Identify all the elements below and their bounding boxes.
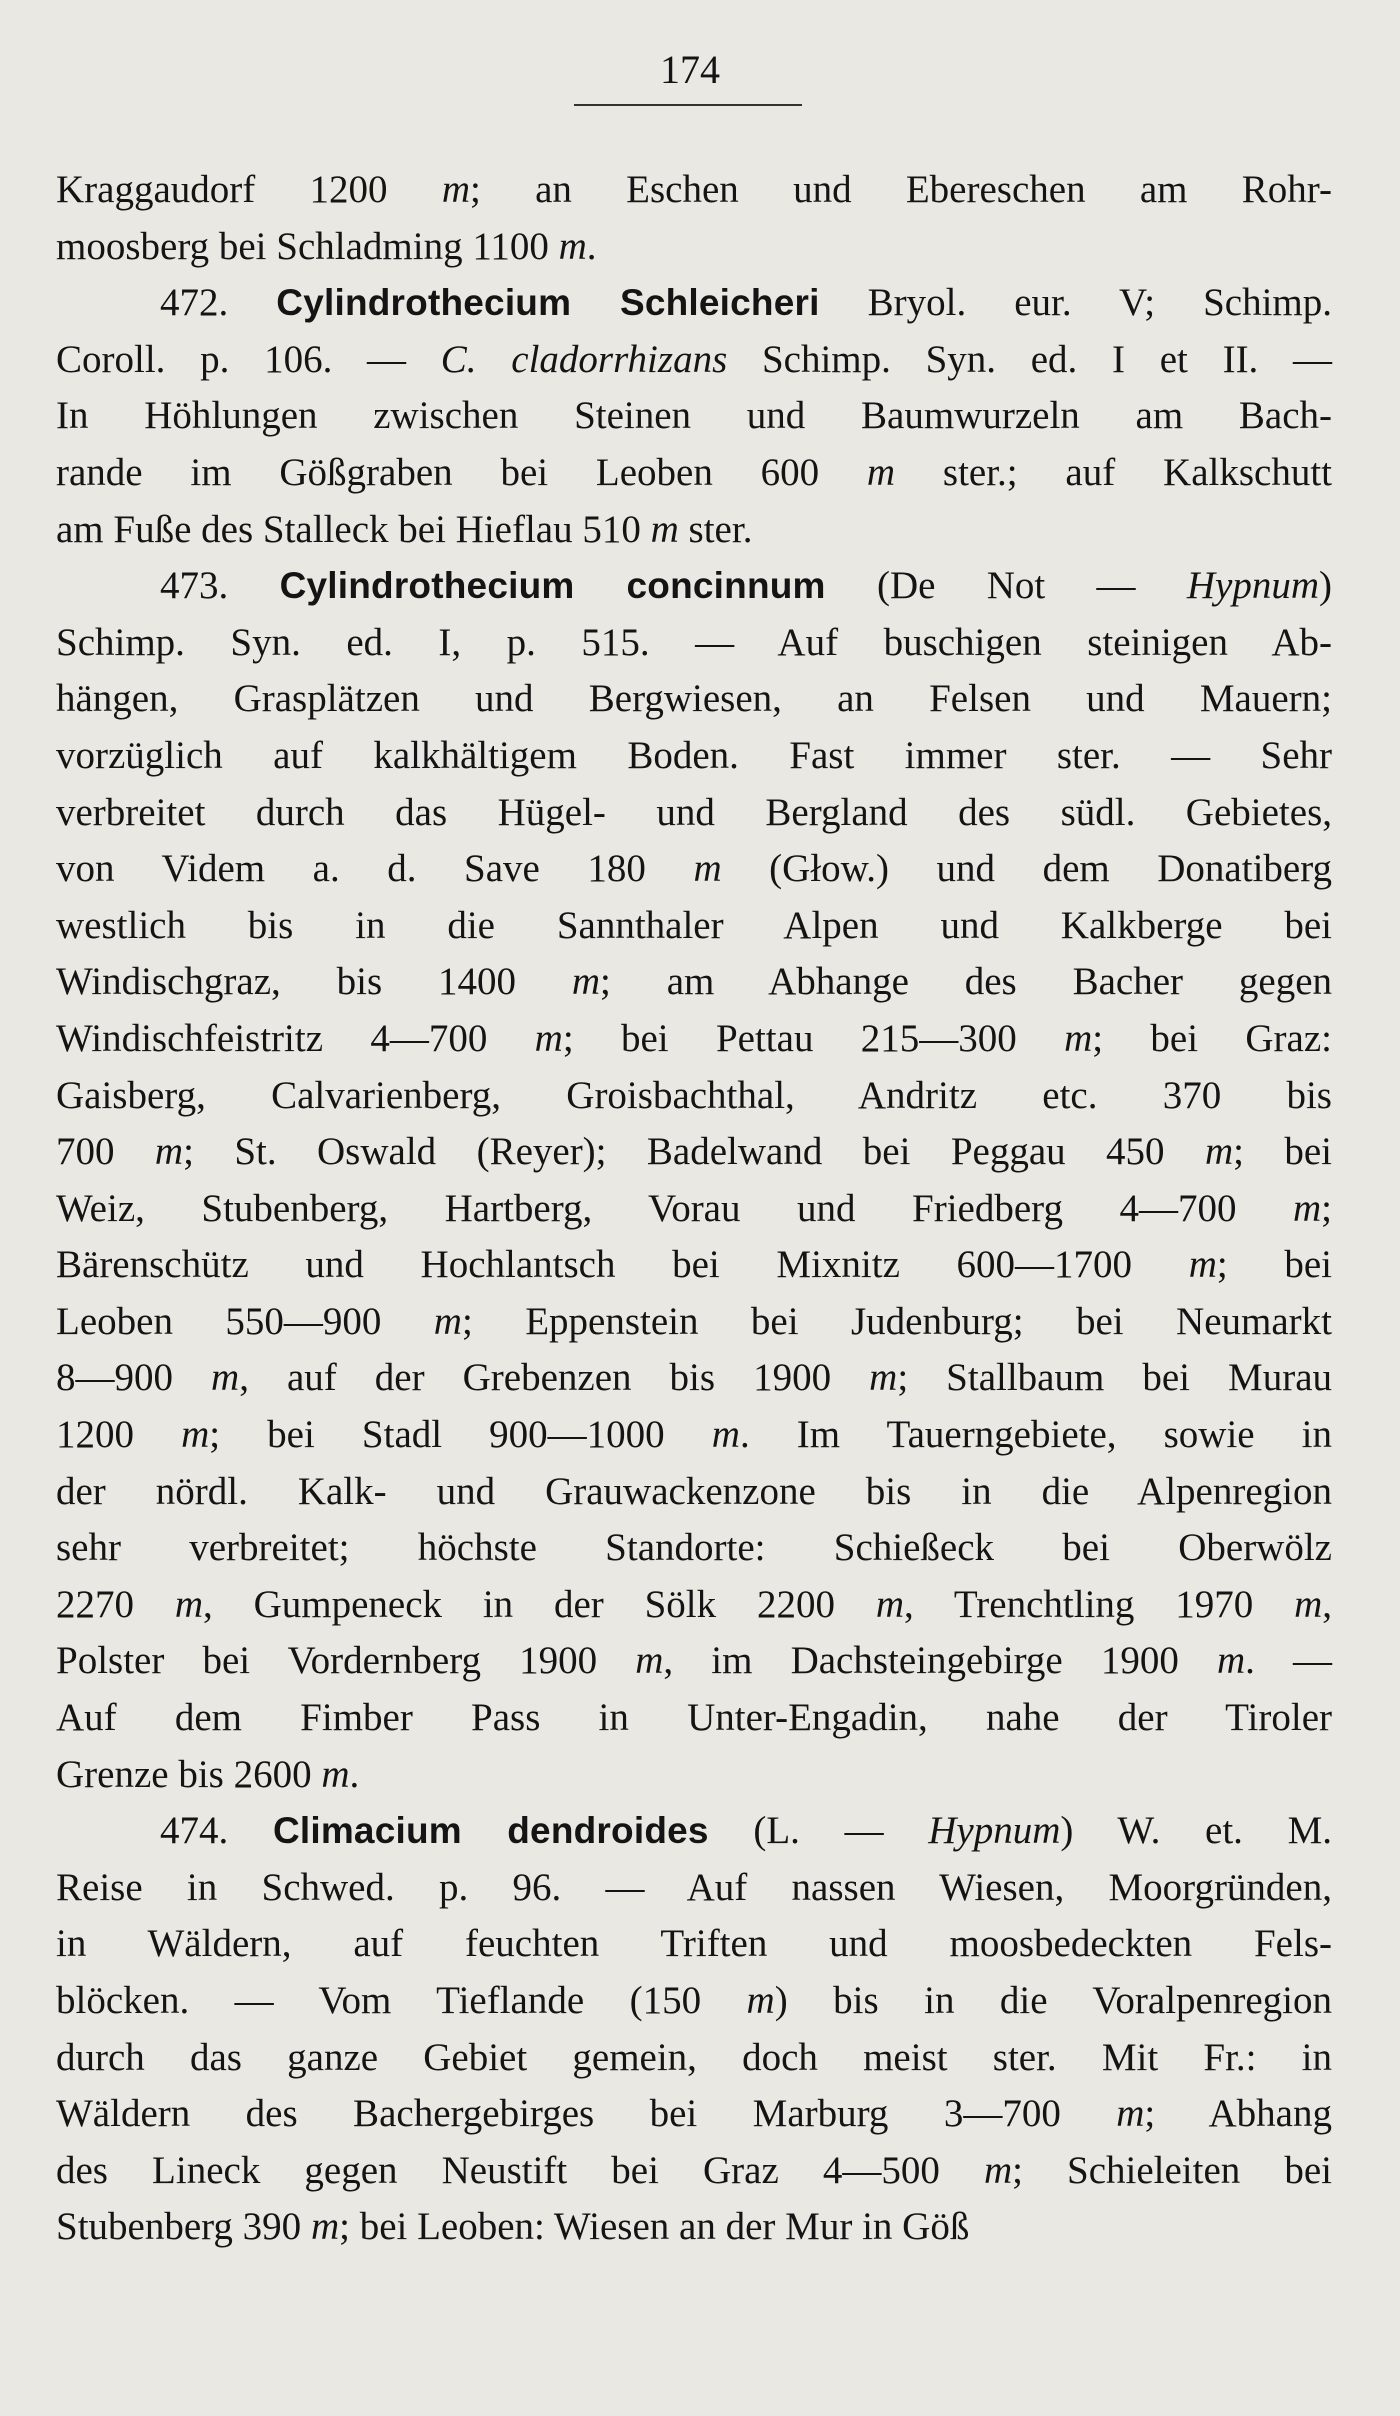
entry-line: Weiz, Stubenberg, Hartberg, Vorau und Friedberg 4—700 m; [56,1186,1332,1230]
species-entry [56,558,1332,1803]
entry-line: 473. Cylindrothecium concinnum (De Not — Hypnum) [160,564,1332,608]
entry-line: westlich bis in die Sannthaler Alpen und Kalkberge bei [56,903,1332,947]
entry-line: Wäldern des Bachergebirges bei Marburg 3—700 m; Abhang [56,2092,1332,2136]
entry-line: 474. Climacium dendroides (L. — Hypnum) W. et. M. [160,1809,1333,1853]
entry-line: Grenze bis 2600 m. [56,1752,360,1796]
species-entry [56,275,1332,558]
entry-line: Reise in Schwed. p. 96. — Auf nassen Wiesen, Moorgründen, [56,1865,1332,1909]
entry-line: rande im Gößgraben bei Leoben 600 m ster.; auf Kalkschutt [56,450,1332,494]
entry-line: Windischfeistritz 4—700 m; bei Pettau 215—300 m; bei Graz: [56,1016,1332,1060]
entry-line: 2270 m, Gumpeneck in der Sölk 2200 m, Trenchtling 1970 m, [56,1582,1332,1626]
entry-line: sehr verbreitet; höchste Standorte: Schießeck bei Oberwölz [56,1526,1332,1570]
entry-line: 8—900 m, auf der Grebenzen bis 1900 m; Stallbaum bei Murau [56,1356,1333,1400]
body-text [56,162,1332,2256]
entry-line: des Lineck gegen Neustift bei Graz 4—500 m; Schieleiten bei [56,2148,1332,2192]
entry-line: Bärenschütz und Hochlantsch bei Mixnitz 600—1700 m; bei [56,1243,1332,1287]
entry-line: In Höhlungen zwischen Steinen und Baumwurzeln am Bach- [56,394,1332,438]
entry-number: 472. [160,281,229,325]
species-name: Cylindrothecium Schleicheri [276,282,820,324]
intro-line: Kraggaudorf 1200 m; an Eschen und Ebereschen am Rohr- [56,168,1332,211]
entry-line: Leoben 550—900 m; Eppenstein bei Judenburg; bei Neumarkt [56,1299,1332,1343]
entry-line: Windischgraz, bis 1400 m; am Abhange des Bacher gegen [56,960,1333,1004]
intro-paragraph [56,162,1332,275]
entry-line: Polster bei Vordernberg 1900 m, im Dachsteingebirge 1900 m. — [56,1639,1333,1683]
entry-line: Schimp. Syn. ed. I, p. 515. — Auf buschigen steinigen Ab- [56,620,1332,664]
species-name: Climacium dendroides [272,1810,709,1852]
entry-line: 700 m; St. Oswald (Reyer); Badelwand bei Peggau 450 m; bei [56,1130,1333,1174]
entry-line: blöcken. — Vom Tieflande (150 m) bis in die Voralpenregion [56,1979,1332,2022]
entry-line: Auf dem Fimber Pass in Unter-Engadin, nahe der Tiroler [56,1696,1332,1740]
entry-line: von Videm a. d. Save 180 m (Głow.) und dem Donatiberg [56,847,1332,891]
species-entry [56,1803,1332,2256]
header-rule [574,104,802,106]
intro-line: moosberg bei Schladming 1100 m. [56,224,597,268]
entry-line: hängen, Grasplätzen und Bergwiesen, an Felsen und Mauern; [56,677,1332,721]
entry-line: Gaisberg, Calvarienberg, Groisbachthal, Andritz etc. 370 bis [56,1073,1332,1117]
entry-line: in Wäldern, auf feuchten Triften und moosbedeckten Fels- [56,1922,1332,1966]
entry-line: 1200 m; bei Stadl 900—1000 m. Im Tauerngebiete, sowie in [56,1413,1333,1457]
entry-line: Coroll. p. 106. — C. cladorrhizans Schimp. Syn. ed. I et II. — [56,337,1333,381]
entry-line: der nördl. Kalk- und Grauwackenzone bis in die Alpenregion [56,1469,1332,1513]
entry-line: durch das ganze Gebiet gemein, doch meist ster. Mit Fr.: in [56,2035,1332,2079]
entry-number: 474. [160,1809,229,1853]
species-name: Cylindrothecium concinnum [279,565,826,607]
entry-line: verbreitet durch das Hügel- und Bergland des südl. Gebietes, [56,790,1332,834]
entry-line: 472. Cylindrothecium Schleicheri Bryol. eur. V; Schimp. [160,281,1333,325]
entry-number: 473. [160,564,229,608]
entry-line: am Fuße des Stalleck bei Hieflau 510 m ster. [56,507,753,551]
entry-line: vorzüglich auf kalkhältigem Boden. Fast immer ster. — Sehr [56,733,1332,777]
page-number: 174 [660,47,720,92]
entry-line: Stubenberg 390 m; bei Leoben: Wiesen an der Mur in Göß [56,2205,970,2249]
